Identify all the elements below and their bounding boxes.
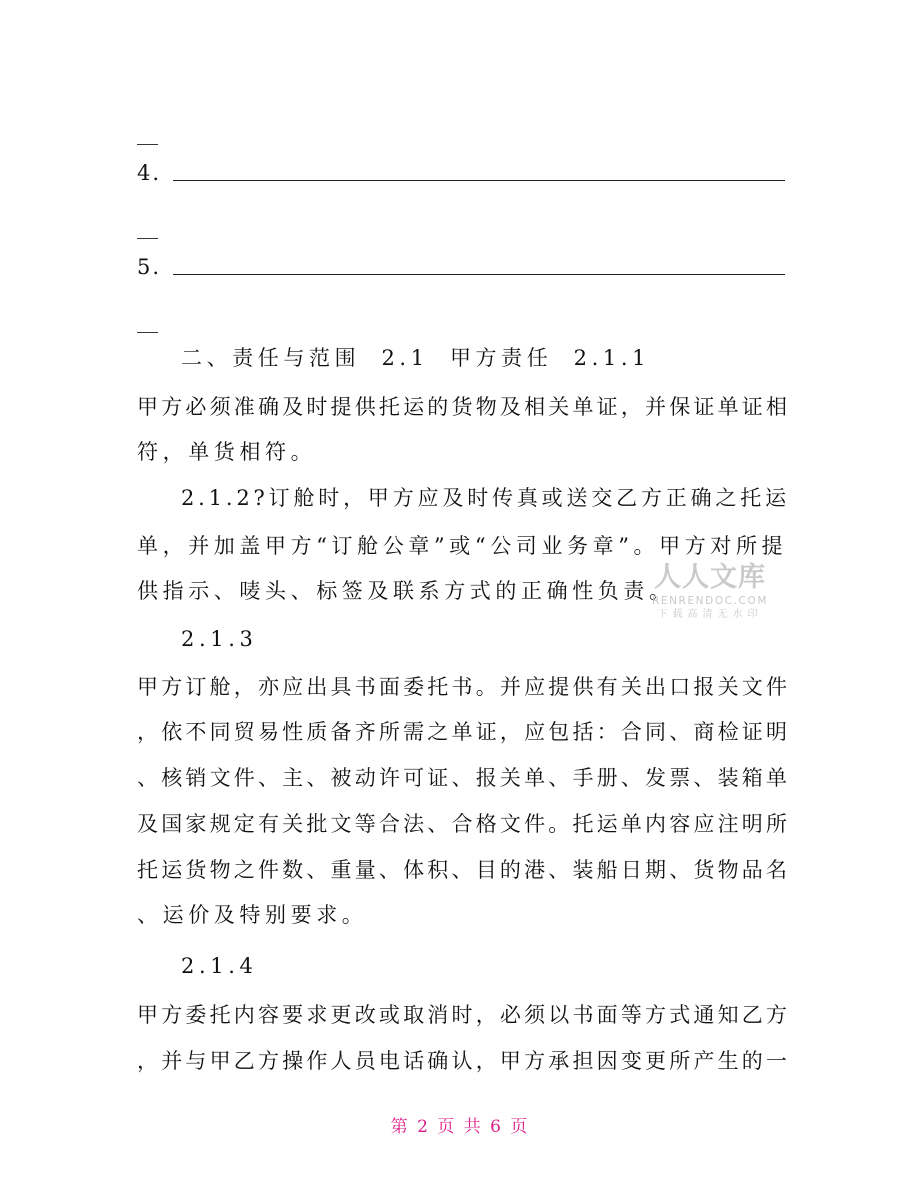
paragraph-line: 及国家规定有关批文等合法、合格文件。托运单内容应注明所: [137, 812, 791, 836]
item-number: 5.: [137, 255, 162, 279]
paragraph-line: 供指示、唛头、标签及联系方式的正确性负责。: [137, 579, 675, 603]
list-item-5: [137, 252, 785, 282]
paragraph-line: 符，单货相符。: [137, 440, 317, 464]
paragraph-line: ，依不同贸易性质备齐所需之单证，应包括：合同、商检证明: [137, 720, 791, 744]
paragraph-line: ，并与甲乙方操作人员电话确认，甲方承担因变更所产生的一: [137, 1049, 791, 1073]
watermark-title: 人人文库: [654, 562, 766, 593]
watermark-slogan: 下载高清无水印: [657, 609, 763, 620]
section-heading: 二、责任与范围 2.1 甲方责任 2.1.1: [181, 346, 651, 370]
clause-number: 2.1.3: [181, 627, 258, 651]
paragraph-line: 甲方订舱，亦应出具书面委托书。并应提供有关出口报关文件: [137, 675, 791, 699]
clause-number: 2.1.4: [181, 954, 258, 978]
paragraph-line: 单，并加盖甲方“订舱公章”或“公司业务章”。甲方对所提: [137, 534, 788, 558]
blank-line-continuation-5: __: [137, 309, 158, 333]
fill-in-blank: [173, 180, 785, 181]
paragraph-line: 甲方必须准确及时提供托运的货物及相关单证，并保证单证相: [137, 395, 791, 419]
blank-line-continuation-3: __: [137, 121, 158, 145]
fill-in-blank: [173, 274, 785, 275]
page-number-footer: 第 2 页 共 6 页: [390, 1117, 530, 1137]
paragraph-line: 2.1.2?订舱时，甲方应及时传真或送交乙方正确之托运: [181, 486, 790, 510]
paragraph-line: 托运货物之件数、重量、体积、目的港、装船日期、货物品名: [137, 858, 791, 882]
watermark-logo: [640, 562, 780, 622]
item-number: 4.: [137, 161, 162, 185]
list-item-4: [137, 158, 785, 188]
watermark-url: RENRENDOC.COM: [651, 595, 769, 607]
paragraph-line: 、运价及特别要求。: [137, 903, 368, 927]
paragraph-line: 甲方委托内容要求更改或取消时，必须以书面等方式通知乙方: [137, 1003, 791, 1027]
paragraph-line: 、核销文件、主、被动许可证、报关单、手册、发票、装箱单: [137, 766, 791, 790]
blank-line-continuation-4: __: [137, 215, 158, 239]
